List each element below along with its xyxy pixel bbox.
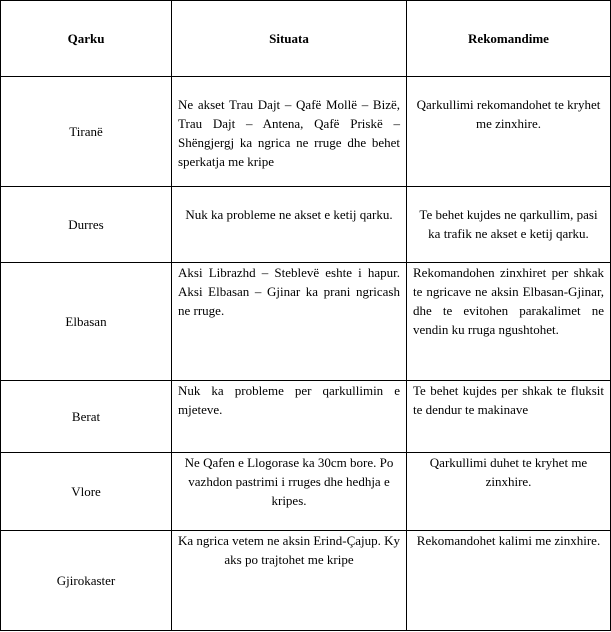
situation-cell: Aksi Librazhd – Steblevë eshte i hapur. Aksi Elbasan – Gjinar ka prani ngricash ne rruge.	[172, 263, 407, 381]
county-cell: Durres	[1, 187, 172, 263]
situation-cell: Nuk ka probleme per qarkullimin e mjeteve.	[172, 381, 407, 453]
table-row	[1, 263, 611, 381]
situation-cell: Ne Qafen e Llogorase ka 30cm bore. Po vazhdon pastrimi i rruges dhe hedhja e kripes.	[172, 453, 407, 531]
county-cell: Vlore	[1, 453, 172, 531]
recommendation-cell: Qarkullimi rekomandohet te kryhet me zinxhire.	[407, 77, 611, 187]
situation-cell: Nuk ka probleme ne akset e ketij qarku.	[172, 187, 407, 263]
table-row	[1, 381, 611, 453]
table-row	[1, 531, 611, 631]
table-row	[1, 187, 611, 263]
header-situation: Situata	[172, 1, 407, 77]
situation-cell: Ne akset Trau Dajt – Qafë Mollë – Bizë, Trau Dajt – Antena, Qafë Priskë – Shëngjergj ka ngrica ne rruge dhe behet sperkatja me kripe	[172, 77, 407, 187]
recommendation-cell: Te behet kujdes per shkak te fluksit te dendur te makinave	[407, 381, 611, 453]
recommendation-cell: Qarkullimi duhet te kryhet me zinxhire.	[407, 453, 611, 531]
recommendation-cell: Rekomandohen zinxhiret per shkak te ngricave ne aksin Elbasan-Gjinar, dhe te evitohen parakalimet ne vendin ku rruga ngushtohet.	[407, 263, 611, 381]
county-cell: Berat	[1, 381, 172, 453]
header-row	[1, 1, 611, 77]
county-cell: Elbasan	[1, 263, 172, 381]
header-recommendations: Rekomandime	[407, 1, 611, 77]
county-cell: Gjirokaster	[1, 531, 172, 631]
table-row	[1, 77, 611, 187]
county-cell: Tiranë	[1, 77, 172, 187]
recommendation-cell: Te behet kujdes ne qarkullim, pasi ka trafik ne akset e ketij qarku.	[407, 187, 611, 263]
header-county: Qarku	[1, 1, 172, 77]
recommendation-cell: Rekomandohet kalimi me zinxhire.	[407, 531, 611, 631]
situation-cell: Ka ngrica vetem ne aksin Erind-Çajup. Ky aks po trajtohet me kripe	[172, 531, 407, 631]
table-row	[1, 453, 611, 531]
